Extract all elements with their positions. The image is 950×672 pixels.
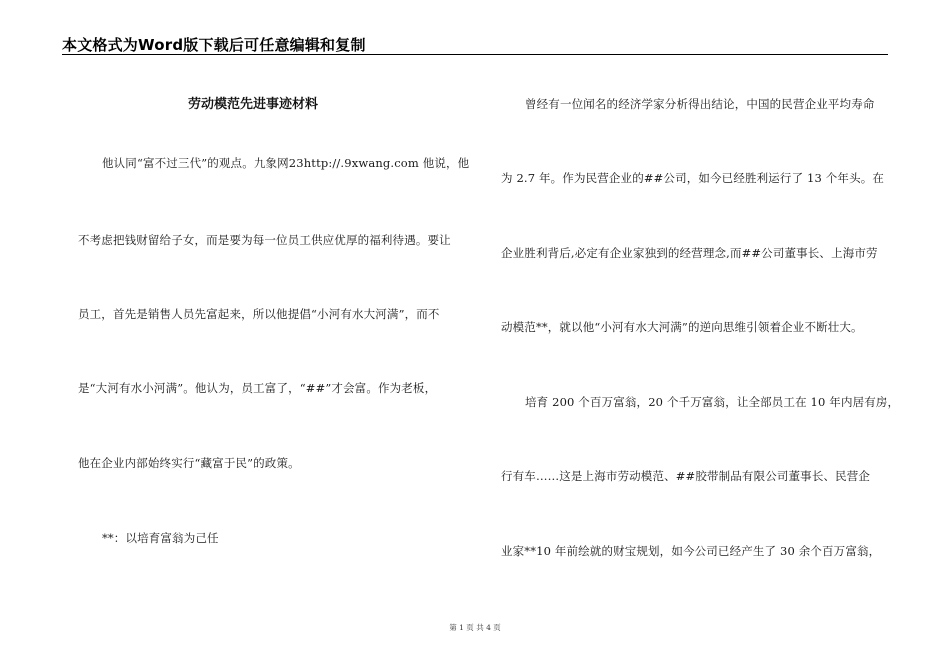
right-line-4: 动模范**，就以他“小河有水大河满”的逆向思维引领着企业不断壮大。 — [501, 320, 863, 334]
document-title: 劳动模范先进事迹材料 — [188, 97, 319, 112]
left-line-5: 他在企业内部始终实行“藏富于民”的政策。 — [78, 456, 300, 470]
left-line-1: 他认同“富不过三代”的观点。九象网23http://.9xwang.com 他说，他 — [102, 156, 470, 170]
right-line-7: 业家**10 年前绘就的财宝规划，如今公司已经产生了 30 余个百万富翁， — [501, 544, 881, 558]
header-divider — [62, 54, 888, 55]
header-text: 本文格式为Word版下载后可任意编辑和复制 — [62, 36, 366, 54]
header-bar — [62, 34, 888, 56]
left-line-2: 不考虑把钱财留给子女，而是要为每一位员工供应优厚的福利待遇。要让 — [78, 233, 451, 247]
right-line-1: 曾经有一位闻名的经济学家分析得出结论，中国的民营企业平均寿命 — [525, 97, 875, 111]
right-line-2: 为 2.7 年。作为民营企业的##公司，如今已经胜利运行了 13 个年头。在 — [501, 171, 885, 185]
left-line-4: 是“大河有水小河满”。他认为，员工富了，“##”才会富。作为老板， — [78, 381, 437, 395]
page-footer: 第 1 页 共 4 页 — [449, 623, 501, 632]
left-subheading: **：以培育富翁为己任 — [102, 531, 219, 545]
left-line-3: 员工，首先是销售人员先富起来，所以他提倡“小河有水大河满”，而不 — [78, 307, 440, 321]
right-line-3: 企业胜利背后,必定有企业家独到的经营理念,而##公司董事长、上海市劳 — [501, 246, 878, 260]
right-line-6: 行有车……这是上海市劳动模范、##胶带制品有限公司董事长、民营企 — [501, 469, 871, 483]
right-line-5: 培育 200 个百万富翁，20 个千万富翁，让全部员工在 10 年内居有房， — [525, 395, 900, 409]
